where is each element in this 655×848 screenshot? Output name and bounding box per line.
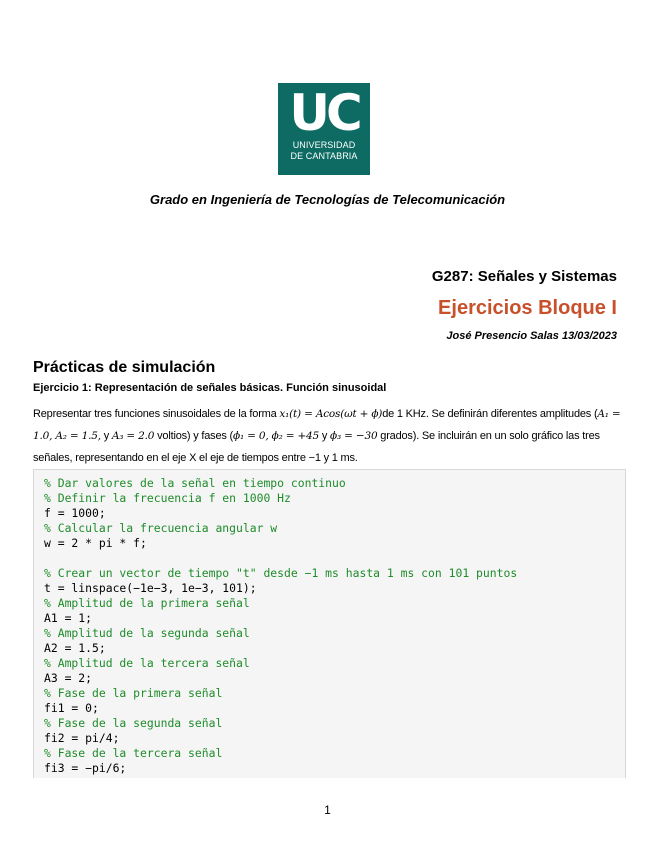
code-line: fi2 = pi/4; — [44, 731, 120, 745]
code-line: % Crear un vector de tiempo "t" desde −1 ms hasta 1 ms con 101 puntos — [44, 566, 518, 580]
logo-letters: UC — [289, 84, 359, 142]
code-line: % Amplitud de la tercera señal — [44, 656, 250, 670]
code-line: % Dar valores de la señal en tiempo continuo — [44, 476, 346, 490]
code-line: % Amplitud de la segunda señal — [44, 626, 250, 640]
code-line: % Amplitud de la primera señal — [44, 596, 250, 610]
section-title: Prácticas de simulación — [33, 359, 216, 376]
exercise-description — [33, 403, 623, 469]
code-line: fi3 = −pi/6; — [44, 761, 127, 775]
course-title: G287: Señales y Sistemas — [431, 268, 617, 285]
code-line: % Definir la frecuencia f en 1000 Hz — [44, 491, 291, 505]
code-line: f = 1000; — [44, 506, 106, 520]
description-text-6: grados). Se incluirán en un solo gráfico las tres señales, representando en el eje X el eje de tiempos entre −1 y 1 ms. — [33, 430, 600, 464]
logo-line-2: DE CANTABRIA — [290, 151, 358, 161]
description-text-2: de 1 KHz. Se definirán diferentes amplitudes ( — [382, 408, 598, 420]
code-line: % Calcular la frecuencia angular w — [44, 521, 278, 535]
description-text-1: Representar tres funciones sinusoidales de la forma — [33, 408, 280, 420]
formula-signal: x₁(t) = Acos(ωt + ϕ) — [279, 408, 383, 420]
description-text-5: y — [319, 430, 331, 442]
formula-phases: ϕ₁ = 0, ϕ₂ = +45 — [233, 430, 320, 442]
university-logo — [278, 83, 370, 175]
logo-line-1: UNIVERSIDAD — [292, 140, 356, 150]
code-line: A2 = 1.5; — [44, 641, 106, 655]
code-line: A3 = 2; — [44, 671, 93, 685]
code-line: % Fase de la segunda señal — [44, 716, 223, 730]
formula-amplitudes: A₁ = 1.0, A₂ = 1.5, — [33, 408, 621, 442]
author-date: José Presencio Salas 13/03/2023 — [446, 330, 617, 342]
code-line — [44, 551, 625, 566]
page-number: 1 — [324, 803, 331, 817]
degree-title: Grado en Ingeniería de Tecnologías de Telecomunicación — [149, 192, 506, 207]
code-block — [33, 469, 626, 778]
formula-amplitude-3: A₃ = 2.0 — [111, 430, 155, 442]
code-line: fi1 = 0; — [44, 701, 99, 715]
code-line: t = linspace(−1e−3, 1e−3, 101); — [44, 581, 257, 595]
code-line: w = 2 * pi * f; — [44, 536, 147, 550]
code-line: % Fase de la tercera señal — [44, 746, 223, 760]
description-text-4: voltios) y fases ( — [154, 430, 234, 442]
description-text-3: y — [100, 430, 112, 442]
code-line: A1 = 1; — [44, 611, 93, 625]
code-line: % Fase de la primera señal — [44, 686, 223, 700]
block-title: Ejercicios Bloque I — [438, 297, 617, 319]
exercise-title: Ejercicio 1: Representación de señales básicas. Función sinusoidal — [33, 382, 387, 394]
formula-phase-3: ϕ₃ = −30 — [330, 430, 378, 442]
